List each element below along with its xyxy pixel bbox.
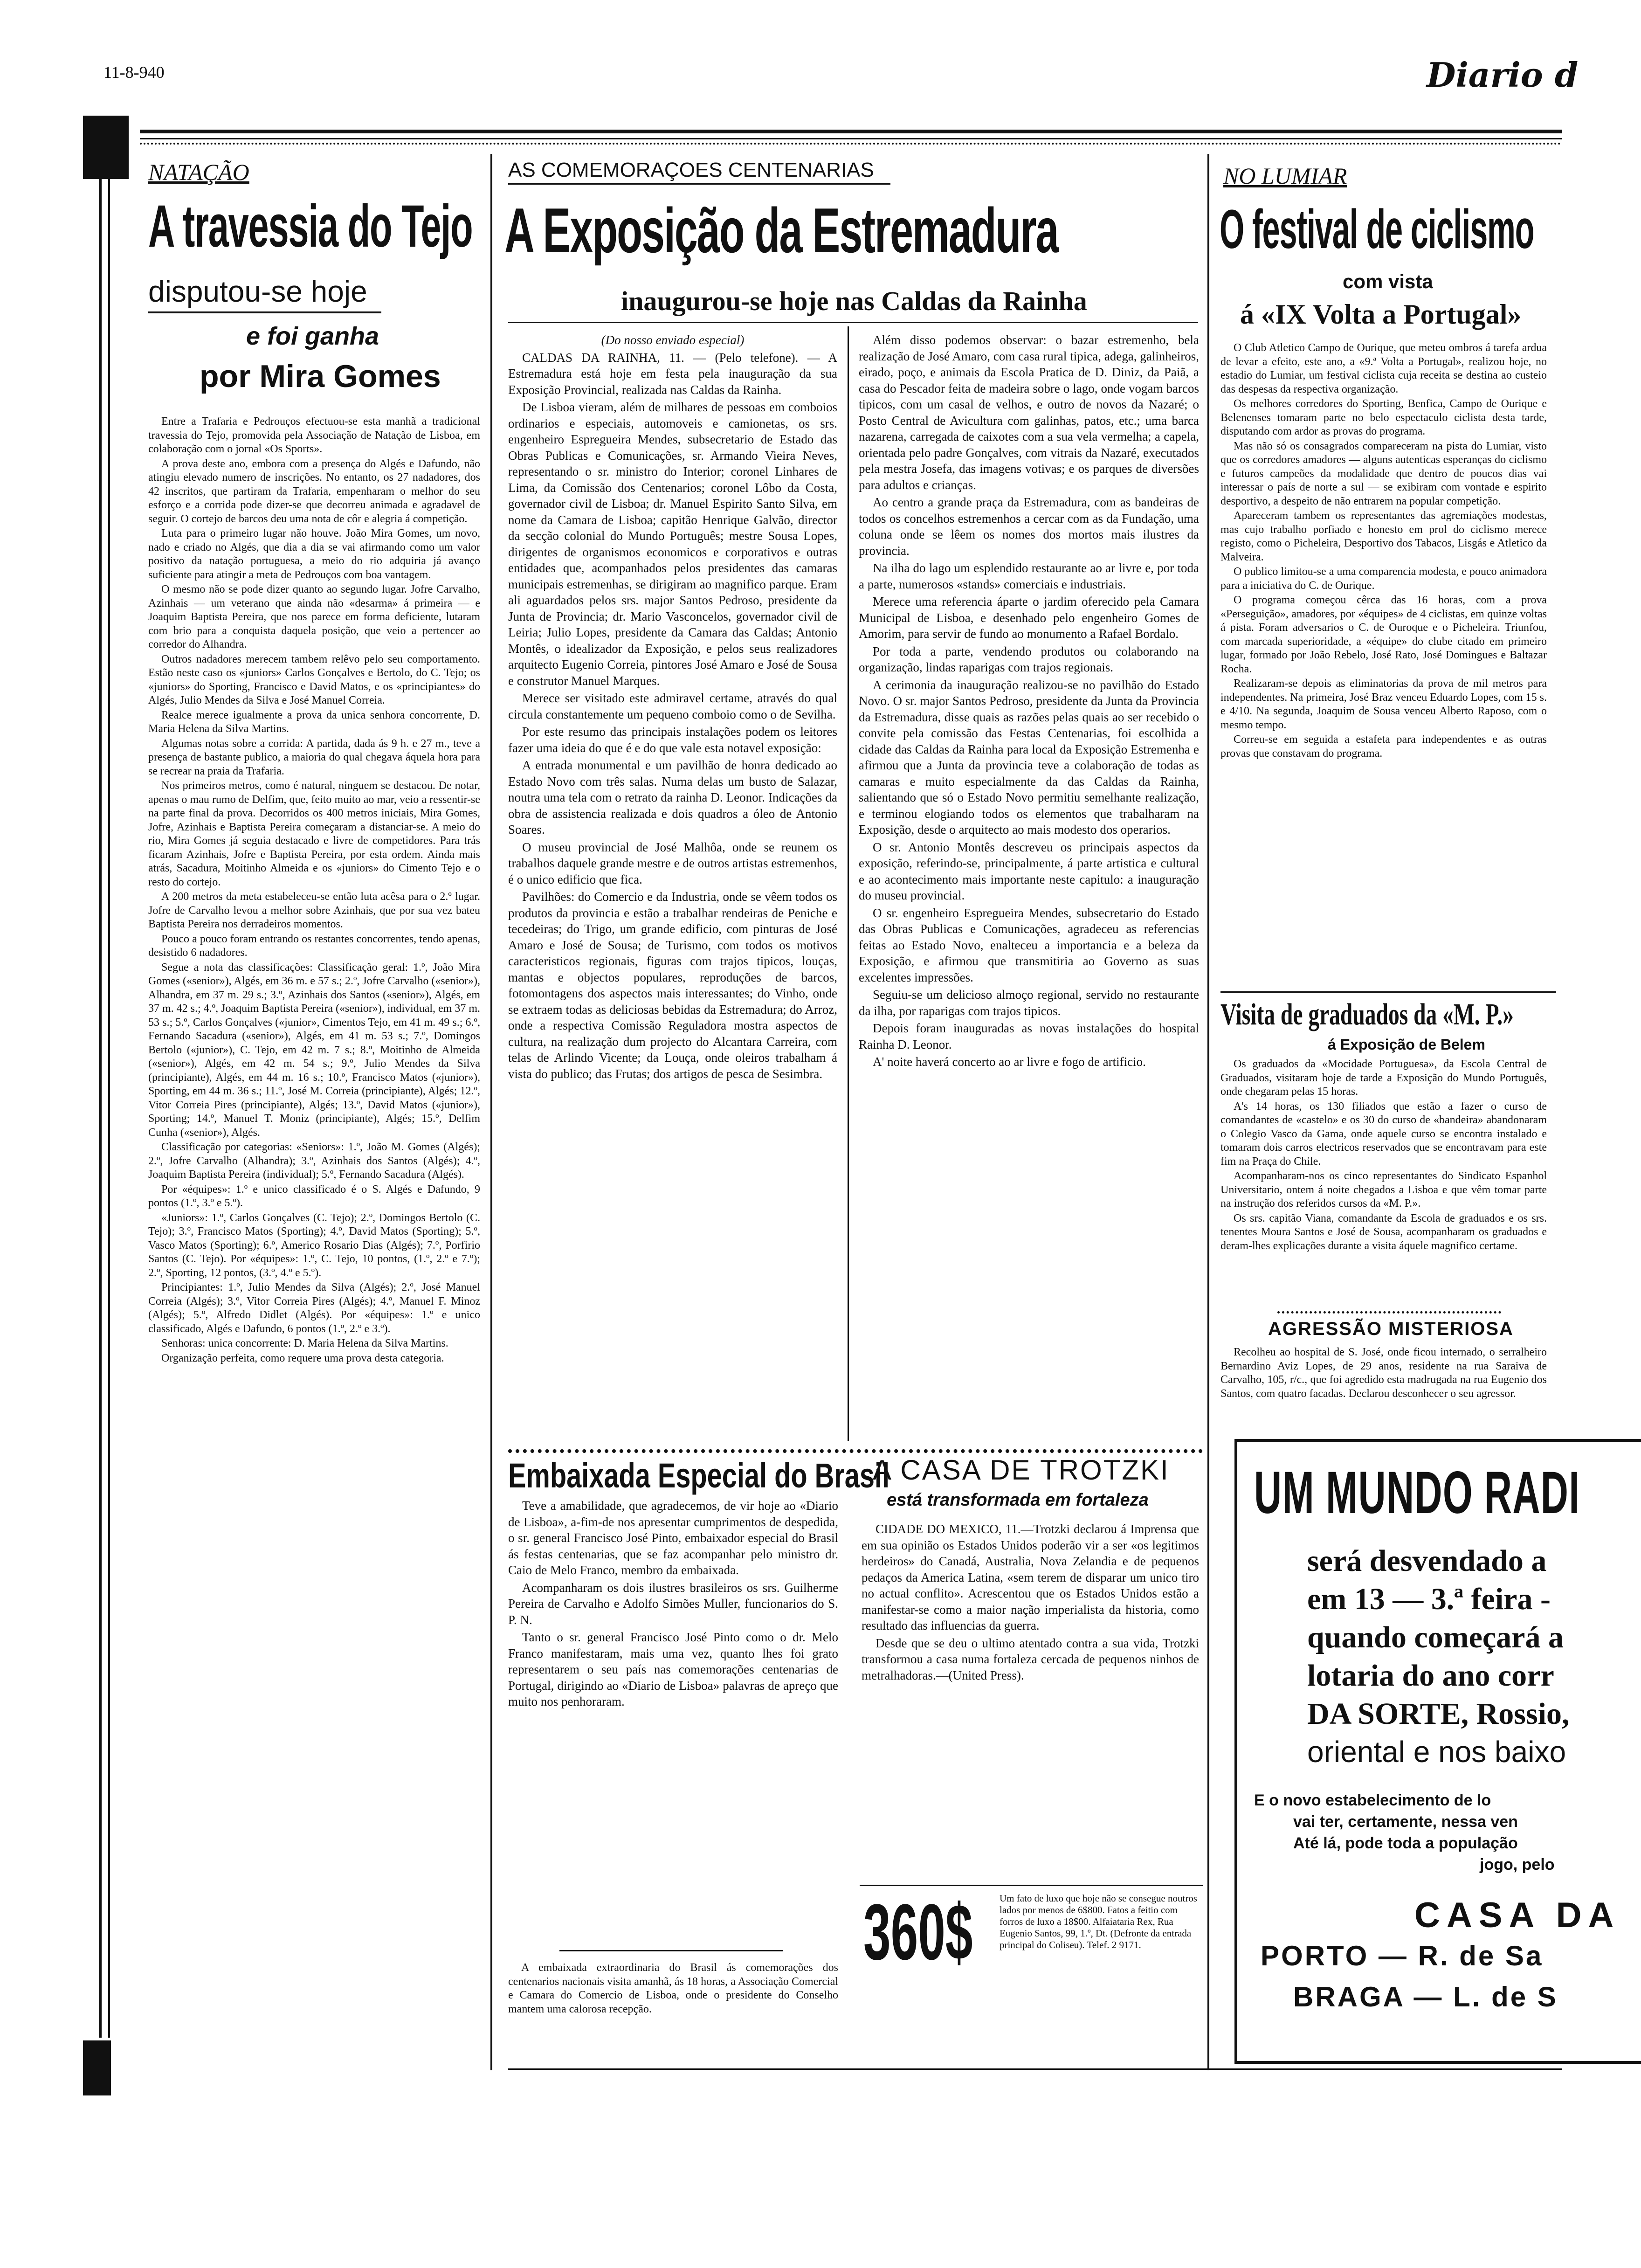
masthead-rule-thin	[140, 138, 1562, 139]
lottery-ad-line: em 13 — 3.ª feira -	[1307, 1582, 1551, 1616]
natacao-paragraph: Senhoras: unica concorrente: D. Maria Helena da Silva Martins.	[161, 1337, 448, 1349]
lottery-ad-line: oriental e nos baixo	[1307, 1735, 1566, 1769]
exposicao-paragraph: CALDAS DA RAINHA, 11. — (Pelo telefone). — A Estremadura está hoje em festa pela inauguração da sua Exposição Provincial, realizada nas Caldas da Rainha.	[508, 350, 837, 397]
natacao-paragraph: A prova deste ano, embora com a presença do Algés e Dafundo, não atingiu elevado numero de inscrições. No entanto, os 27 nadadores, dos 42 inscritos, que partiram da Trafaria, empenharam o melhor do seu esforço e a corrida pode dizer-se que decorreu animada e agradavel de seguir. O cortejo de barcos deu uma nota de côr e alegria á competição.	[148, 457, 480, 525]
lottery-ad-line: será desvendado a	[1307, 1544, 1547, 1578]
col-separator-mid	[848, 326, 849, 1441]
lottery-ad-braga: BRAGA — L. de S	[1293, 1981, 1558, 2012]
agressao-paragraph: Recolheu ao hospital de S. José, onde ficou internado, o serralheiro Bernardino Aviz Lopes, de 29 anos, residente na rua Saraiva de Carvalho, 105, r/c., que foi agredido esta madrugada na rua Eugenio dos Santos, com quatro facadas. Declarou desconhecer o seu agressor.	[1220, 1346, 1547, 1400]
exposicao-paragraph: A entrada monumental e um pavilhão de honra dedicado ao Estado Novo com três salas. Numa delas um busto de Salazar, noutra uma tela com o retrato da rainha D. Leonor. Indicações da obra de assistencia realizada e dois quadros a óleo de Antonio Soares.	[508, 758, 837, 837]
natacao-paragraph: Luta para o primeiro lugar não houve. João Mira Gomes, um novo, nado e criado no Algés, que dia a dia se vai afirmando como um valor positivo da natação portuguesa, a meio do rio adquiria já avanço suficiente para atingir a meta de Pedrouços com boa vantagem.	[148, 527, 480, 581]
left-black-marker-bottom	[83, 2040, 111, 2095]
masthead-title: Diario d	[1427, 55, 1579, 95]
exposicao-paragraph: Além disso podemos observar: o bazar estremenho, bela realização de José Amaro, com casa rural tipica, adega, galinheiros, eirado, poço, e animais da Escola Pratica de D. Diniz, da Paiã, a casa do Pescador feita de madeira sobre o lago, onde vogam barcos tipicos, com um casal de velhos, e outro de novos da Nazaré; o Posto Central de Avicultura com galinhas, patos, etc.; uma barca nazarena, carregada de caixotes com a sua vela vermelha; a capela, orientada pelo padre Gonçalves, com vitrais da Nazaré, executados pela mestra Josefa, das imagens votivas; e os parques de diversões para adultos e crianças.	[859, 333, 1199, 492]
exposicao-paragraph: Por este resumo das principais instalações podem os leitores fazer uma ideia do que é e do que vale esta notavel exposição:	[508, 725, 837, 755]
natacao-paragraph: Nos primeiros metros, como é natural, ninguem se destacou. De notar, apenas o mau rumo de Delfim, que, feito muito ao mar, veio a ressentir-se na parte final da prova. Decorridos os 400 metros iniciais, Mira Gomes, Jofre, Azinhais e Baptista Pereira começaram a distanciar-se. A meio do rio, Mira Gomes já seguia destacado e livre de competidores. Para trás ficaram Azinhais, Jofre e Baptista Pereira, por esta ordem. Ainda mais atrás, Sacadura, Moitinho Almeida e os «juniors» do Cimento Tejo e o resto do cortejo.	[148, 780, 480, 888]
natacao-paragraph: Organização perfeita, como requere uma prova desta categoria.	[161, 1352, 444, 1364]
natacao-deck-2: por Mira Gomes	[200, 359, 441, 394]
lottery-ad-line: quando começará a	[1307, 1620, 1564, 1654]
left-black-marker	[83, 116, 129, 179]
natacao-paragraph: Principiantes: 1.º, Julio Mendes da Silva (Algés); 2.º, José Manuel Correia (Algés); 3.º, Vitor Correia Pires (Algés); 4.º, Manuel F. Minoz (Algés); 5.º, Alfredo Didlet (Algés). Por «équipes»: 1.º e unico classificado, Algés e Dafundo, 6 pontos (1.º, 2.º e 3.º).	[148, 1281, 480, 1335]
visita-headline: Visita de graduados da «M. P.»	[1220, 997, 1514, 1031]
page-bottom-rule	[508, 2068, 1562, 2070]
lottery-ad	[1234, 1439, 1641, 2064]
col-separator-2	[1207, 154, 1209, 2070]
left-margin-rule	[99, 177, 102, 2038]
visita-body	[1220, 1058, 1547, 1307]
exposicao-paragraph: O sr. Antonio Montês descreveu os principais aspectos da exposição, referindo-se, principalmente, á parte artistica e cultural e ao acontecimento mais importante neste capitulo: a inauguração do museu provincial.	[859, 840, 1199, 902]
ciclismo-sub-2: á «IX Volta a Portugal»	[1240, 299, 1522, 330]
embaixada-paragraph: Tanto o sr. general Francisco José Pinto como o dr. Melo Franco manifestaram, mais uma vez, quanto lhes foi grato representarem o seu país nas comemorações centenarias de Portugal, dirigindo ao «Diario de Lisboa» palavras de apreço que muito nos penhoraram.	[508, 1630, 838, 1708]
embaixada-paragraph: Teve a amabilidade, que agradecemos, de vir hoje ao «Diario de Lisboa», a-fim-de nos apresentar cumprimentos de despedida, o sr. general Francisco José Pinto, embaixador especial do Brasil ás festas centenarias, que se faz acompanhar pelo ministro dr. Caio de Melo Franco, membro da embaixada.	[508, 1499, 838, 1577]
exposicao-paragraph: Depois foram inauguradas as novas instalações do hospital Rainha D. Leonor.	[859, 1021, 1199, 1051]
agressao-top-rule	[1277, 1311, 1501, 1314]
exposicao-paragraph: Pavilhões: do Comercio e da Industria, onde se vêem todos os produtos da provincia e estão a trabalhar rendeiras de Peniche e tecedeiras; do Trigo, um grande edificio, com pinturas de José Amaro e José de Sousa; de Turismo, com todos os motivos caracteristicos regionais, figuras com trajos tipicos, louças, mantas e objectos populares, reproduções de barcos, fotomontagens dos aspectos mais interessantes; do Vinho, onde se extraem todas as deliciosas bebidas da Estremadura; do Arroz, onde a respectiva Comissão Reguladora mostra aspectos de cultura, na realização dum projecto do Alcantara Carreira, com telas de Arlindo Vicente; da Louça, onde oleiros trabalham á vista do publico; das Frutas; dos artigos de pesca de Sesimbra.	[508, 890, 837, 1081]
ciclismo-paragraph: Apareceram tambem os representantes das agremiações modestas, mas cujo trabalho porfiado e honesto em prol do ciclismo merece registo, como o Picheleira, Desportivo dos Tabacos, Lisgás e Atletico da Malveira.	[1220, 510, 1547, 563]
ciclismo-paragraph: Realizaram-se depois as eliminatorias da prova de mil metros para independentes. Na primeira, José Braz venceu Eduardo Lopes, com 15 s. e 4/10. Na segunda, Joaquim de Sousa venceu Alberto Raposo, com o mesmo tempo.	[1220, 678, 1547, 731]
lottery-ad-title: UM MUNDO RADI	[1254, 1459, 1580, 1526]
left-margin-rule-2	[108, 177, 110, 2038]
natacao-headline: A travessia do Tejo	[148, 193, 473, 260]
trotzki-paragraph: Desde que se deu o ultimo atentado contra a sua vida, Trotzki transformou a casa numa fortaleza cercada de pequenos ninhos de metralhadoras.—(United Press).	[862, 1636, 1199, 1682]
ciclismo-sub-1: com vista	[1343, 270, 1433, 292]
lottery-ad-line: DA SORTE, Rossio,	[1307, 1697, 1570, 1731]
trotzki-subhead: está transformada em fortaleza	[887, 1490, 1149, 1510]
visita-paragraph: Os graduados da «Mocidade Portuguesa», da Escola Central de Graduados, visitaram hoje de tarde a Exposição do Mundo Português, onde chegaram pelas 15 horas.	[1220, 1058, 1547, 1098]
visita-paragraph: Acompanharam-nos os cinco representantes do Sindicato Espanhol Universitario, ontem á noite chegados a Lisboa e que vêm tomar parte na instrução dos referidos cursos da «M. P.».	[1220, 1170, 1547, 1210]
exposicao-column-b	[859, 332, 1199, 1448]
ciclismo-paragraph: Mas não só os consagrados compareceram na pista do Lumiar, visto que os corredores amadores — alguns autenticas esperanças do ciclismo e futuros campeões da modalidade que dentro de poucos dias vai interessar o país de norte a sul — se exibiram com vontade e espirito desportivo, a despeito de não entrarem na popular competição.	[1220, 440, 1547, 507]
ciclismo-paragraph: O Club Atletico Campo de Ourique, que meteu ombros á tarefa ardua de levar a efeito, este ano, a «9.ª Volta a Portugal», realizou hoje, no estadio do Lumiar, um festival ciclista cuja receita se destina ao custeio das despesas da respectiva organização.	[1220, 342, 1547, 395]
exposicao-headline: A Exposição da Estremadura	[504, 195, 1058, 266]
ciclismo-headline: O festival de ciclismo	[1220, 199, 1534, 260]
embaixada-note-rule	[559, 1950, 783, 1951]
natacao-paragraph: Algumas notas sobre a corrida: A partida, dada ás 9 h. e 27 m., teve a presença de bastante publico, a maioria do qual chegava áquela hora para se recrear na praia da Trafaria.	[148, 737, 480, 777]
masthead-rule-dotted	[140, 143, 1562, 145]
natacao-paragraph: Outros nadadores merecem tambem relêvo pelo seu comportamento. Estão neste caso os «juniors» Carlos Gonçalves e Bertolo, do C. Tejo; os «juniors» do Sporting, Francisco e David Matos, e os «principiantes» do Algés, Julio Mendes da Silva e José Manuel Correia.	[148, 653, 480, 706]
natacao-paragraph: O mesmo não se pode dizer quanto ao segundo lugar. Jofre Carvalho, Azinhais — um veterano que ainda não «desarma» á primeira — e Joaquim Baptista Pereira, que nos parece em forma deficiente, lutaram com brio para a conquista daquela posição, que veio a pertencer ao corredor do Alhandra.	[148, 583, 480, 650]
agressao-headline: AGRESSÃO MISTERIOSA	[1268, 1319, 1514, 1339]
ciclismo-paragraph: Correu-se em seguida a estafeta para independentes e as outras provas que constavam do programa.	[1220, 733, 1547, 760]
lottery-ad-line: lotaria do ano corr	[1307, 1659, 1554, 1693]
ciclismo-paragraph: O programa começou cêrca das 16 horas, com a prova «Perseguição», amadores, por «équipes» de 4 ciclistas, em quinze voltas á pista. Foram adversarios o C. de Ouroque e o Picheleira. Triunfou, com marcada superioridade, a «équipe» do clube citado em primeiro lugar, formado por João Rebelo, José Rato, José Domingues e Baltazar Rocha.	[1220, 594, 1547, 675]
visita-paragraph: A's 14 horas, os 130 filiados que estão a fazer o curso de comandantes de «castelo» e os 30 do curso de «bandeira» abandonaram o Colegio Vasco da Gama, onde aquele curso se encontra instalado e tomaram dois carros electricos reservados que se encontravam para este fim na Praça do Chile.	[1220, 1100, 1547, 1168]
trotzki-body	[862, 1521, 1199, 1875]
exposicao-paragraph: Na ilha do lago um esplendido restaurante ao ar livre e, por toda a parte, numerosos «stands» comerciais e industriais.	[859, 561, 1199, 591]
tailor-ad-text: Um fato de luxo que hoje não se consegue noutros lados por menos de 6$800. Fatos a feitio com forros de luxo a 18$00. Alfaiataria Rex, Rua Eugenio Santos, 99, 1.º, Dt. (Defronte da entrada principal do Coliseu). Telef. 2 9171.	[1000, 1893, 1197, 1950]
exposicao-paragraph: Ao centro a grande praça da Estremadura, com as bandeiras de todos os concelhos estremenhos a cercar com as da Fundação, uma coluna onde se lêem os nomes dos mortos mais ilustres da provincia.	[859, 495, 1199, 558]
lottery-ad-small: Até lá, pode toda a população	[1293, 1834, 1518, 1852]
natacao-subhead-underline	[148, 311, 381, 313]
ciclismo-paragraph: Os melhores corredores do Sporting, Benfica, Campo de Ourique e Belenenses tomaram parte no belo espectaculo ciclista desta tarde, disputando com ardor as provas do programa.	[1220, 398, 1547, 437]
ciclismo-body	[1220, 341, 1547, 980]
col-separator-1	[490, 154, 492, 2070]
natacao-body	[148, 415, 480, 2066]
ciclismo-paragraph: O publico limitou-se a uma comparencia modesta, e pouco animadora para a iniciativa do C. de Ourique.	[1220, 566, 1547, 592]
exposicao-column-a	[508, 332, 837, 1448]
exposicao-kicker: AS COMEMORAÇOES CENTENARIAS	[508, 159, 874, 181]
trotzki-headline: A CASA DE TROTZKI	[873, 1454, 1170, 1486]
exposicao-paragraph: O sr. engenheiro Espregueira Mendes, subsecretario do Estado das Obras Publicas e Comunicações, agradeceu as referencias feitas ao Estado Novo, enalteceu a importancia e a beleza da Exposição, e afirmou que transmitiria ao Governo as suas excelentes impressões.	[859, 906, 1199, 984]
exposicao-paragraph: Seguiu-se um delicioso almoço regional, servido no restaurante da ilha, por raparigas com trajos tipicos.	[859, 988, 1199, 1018]
natacao-paragraph: Segue a nota das classificações: Classificação geral: 1.º, João Mira Gomes («senior»), Algés, em 36 m. e 57 s.; 2.º, Jofre Carvalho («senior»), Alhandra, em 37 m. 29 s.; 3.º, Azinhais dos Santos («senior»), Algés, em 37 m. 42 s.; 4.º, Joaquim Baptista Pereira («senior»), individual, em 37 m. 53 s.; 5.º, Carlos Gonçalves («junior», Cimentos Tejo, em 41 m. 49 s.; 6.º, Fernando Sacadura («senior»), Algés, em 41 m. 53 s.; 7.º, Domingos Bertolo («junior»), C. Tejo, em 42 m. 7 s.; 8.º, Moitinho de Almeida («senior»), Algés, em 42 m. 54 s.; 9.º, Julio Mendes da Silva (principiante), Algés, em 44 m. 16 s.; 10.º, Francisco Matos («junior»), Sporting, em 44 m. 36 s.; 11.º, José M. Correia (principiante), Algés; 12.º, Vitor Correia Pires (principiante), Algés; 13.º, David Matos («junior»), Sporting; 14.º, Manuel T. Moniz (principiante), Algés; 15.º, Delfim Cunha («senior»), Algés.	[148, 961, 480, 1139]
exposicao-paragraph: De Lisboa vieram, além de milhares de pessoas em comboios ordinarios e especiais, automoveis e camionetas, os srs. engenheiro Espregueira Mendes, subsecretario de Estado das Obras Publicas e Comunicações, sr. Armando Vieira Neves, representando o sr. ministro do Interior; coronel Linhares de Lima, da Comissão dos Centenarios; coronel Lôbo da Costa, governador civil de Lisboa; dr. Manuel Espirito Santo Silva, em nome da Camara de Lisboa; capitão Henrique Galvão, director da secção colonial do Mundo Português; mestre Sousa Lopes, dirigentes de organismos economicos e corporativos e outras entidades que, acompanhados pelos presidentes das camaras municipais estremenhas, se dirigiram ao magnifico parque. Eram ali aguardados pelos srs. major Santos Pedroso, presidente da Junta de Provincia; dr. Mario Vasconcelos, governador civil de Leiria; Julio Lopes, presidente da Camara das Caldas; Antonio Montês, o idealizador da Exposição, e pelos seus realizadores arquitecto Eugenio Correia, pintores José Amaro e José de Sousa e construtor Manuel Marques.	[508, 400, 837, 688]
embaixada-paragraph: Acompanharam os dois ilustres brasileiros os srs. Guilherme Pereira de Carvalho e Adolfo Simões Muller, funcionarios do S. P. N.	[508, 1580, 838, 1627]
lottery-ad-small: vai ter, certamente, nessa ven	[1293, 1813, 1518, 1831]
natacao-paragraph: Pouco a pouco foram entrando os restantes concorrentes, tendo apenas, desistido 6 nadadores.	[148, 933, 480, 959]
natacao-kicker: NATAÇÃO	[148, 159, 249, 185]
exposicao-byline: (Do nosso enviado especial)	[601, 333, 745, 347]
natacao-paragraph: Entre a Trafaria e Pedrouços efectuou-se esta manhã a tradicional travessia do Tejo, promovida pela Associação de Natação de Lisboa, em colaboração com o jornal «Os Sports».	[148, 415, 480, 455]
exposicao-paragraph: Merece uma referencia áparte o jardim oferecido pela Camara Municipal de Lisboa, e desenhado pelo engenheiro Gomes de Amorim, para servir de fundo ao monumento a Rafael Bordalo.	[859, 595, 1199, 641]
exposicao-subhead: inaugurou-se hoje nas Caldas da Rainha	[621, 286, 1087, 316]
exposicao-paragraph: Por toda a parte, vendendo produtos ou colaborando na organização, lindas raparigas com trajos regionais.	[859, 644, 1199, 674]
masthead-rule	[140, 130, 1562, 133]
agressao-body	[1220, 1346, 1547, 1402]
visita-top-rule	[1220, 991, 1556, 993]
lottery-ad-small: jogo, pelo	[1480, 1856, 1555, 1874]
trotzki-paragraph: CIDADE DO MEXICO, 11.—Trotzki declarou á Imprensa que em sua opinião os Estados Unidos poderão vir a ser «os legitimos herdeiros» do Canadá, Australia, Nova Zelandia e de pequenos pedaços da America Latina, «sem terem de disparar um unico tiro no actual conflito». Acrescentou que os Estados Unidos estão a manifestar-se como a maior nação imperialista da historia, como resultado das influencias da guerra.	[862, 1522, 1199, 1632]
ciclismo-kicker: NO LUMIAR	[1223, 163, 1347, 189]
lower-section-divider	[508, 1449, 1203, 1453]
natacao-paragraph: «Juniors»: 1.º, Carlos Gonçalves (C. Tejo); 2.º, Domingos Bertolo (C. Tejo); 3.º, Francisco Matos (Sporting); 4.º, David Matos (Sporting); 5.º, Vasco Matos (Sporting); 6.º, Americo Rosario Dias (Algés); 7.º, Porfirio Santos (C. Tejo). Por «équipes»: 1.º, C. Tejo, 10 pontos, (1.º, 2.º e 7.º); 2.º, Sporting, 12 pontos, (3.º, 4.º e 5.º).	[148, 1211, 480, 1279]
lottery-ad-small: E o novo estabelecimento de lo	[1254, 1791, 1491, 1809]
exposicao-kicker-underline	[508, 183, 890, 185]
lottery-ad-casa: CASA DA	[1414, 1895, 1620, 1935]
exposicao-paragraph: Merece ser visitado este admiravel certame, através do qual circula constantemente um pequeno comboio como o de Sevilha.	[508, 691, 837, 721]
exposicao-paragraph: O museu provincial de José Malhôa, onde se reunem os trabalhos daquele grande mestre e de outros artistas estremenhos, é o unico edificio que fica.	[508, 840, 837, 886]
exposicao-paragraph: A cerimonia da inauguração realizou-se no pavilhão do Estado Novo. O sr. major Santos Pedroso, presidente da Junta da Provincia da Estremadura, disse quais as razões pelas quais ao ser recebido o convite pela comissão das Festas Centenarias, foi escolhida a cidade das Caldas da Rainha para local da Exposição Estremenha e afirmou que a Junta da provincia teve a colaboração de todas as camaras e muito especialmente da das Caldas da Rainha, salientando que só o Estado Novo permitiu semelhante realização, e terminou elogiando todos os elementos que trabalharam na Exposição, desde o arquitecto ao mais modesto dos operarios.	[859, 678, 1199, 837]
natacao-paragraph: Realce merece igualmente a prova da unica senhora concorrente, D. Maria Helena da Silva Martins.	[148, 709, 480, 735]
embaixada-note: A embaixada extraordinaria do Brasil ás comemorações dos centenarios nacionais visita amanhã, ás 18 horas, a Associação Comercial e Camara do Comercio de Lisboa, onde o presidente do Conselho mantem uma calorosa recepção.	[508, 1962, 838, 2015]
tailor-ad-price: 360$	[863, 1888, 973, 1977]
tailor-ad	[860, 1885, 1203, 1992]
embaixada-headline-text: Embaixada Especial do Brasil	[508, 1456, 890, 1495]
visita-paragraph: Os srs. capitão Viana, comandante da Escola de graduados e os srs. tenentes Moura Santos e José de Sousa, acompanharam os graduados e deram-lhes explicações durante a visita áquele magnifico certame.	[1220, 1212, 1547, 1252]
natacao-paragraph: Classificação por categorias: «Seniors»: 1.º, João M. Gomes (Algés); 2.º, Jofre Carvalho (Alhandra); 3.º, Azinhais dos Santos (Algés); 4.º, Joaquim Baptista Pereira (individual); 5.º, Fernando Sacadura (Algés).	[148, 1141, 480, 1181]
exposicao-subhead-underline	[508, 322, 1198, 323]
natacao-deck-1: e foi ganha	[246, 322, 379, 350]
natacao-paragraph: A 200 metros da meta estabeleceu-se então luta acêsa para o 2.º lugar. Jofre de Carvalho levou a melhor sobre Azinhais, que por sua vez bateu Baptista Pereira nos derradeiros momentos.	[148, 891, 480, 930]
exposicao-paragraph: A' noite haverá concerto ao ar livre e fogo de artificio.	[873, 1055, 1146, 1069]
lottery-ad-porto: PORTO — R. de Sa	[1261, 1940, 1544, 1971]
natacao-subhead: disputou-se hoje	[148, 275, 367, 308]
visita-subhead: á Exposição de Belem	[1328, 1036, 1485, 1053]
page-date: 11-8-940	[103, 63, 165, 82]
natacao-paragraph: Por «équipes»: 1.º e unico classificado é o S. Algés e Dafundo, 9 pontos (1.º, 3.º e 5.º).	[148, 1183, 480, 1209]
embaixada-body	[508, 1498, 838, 1959]
